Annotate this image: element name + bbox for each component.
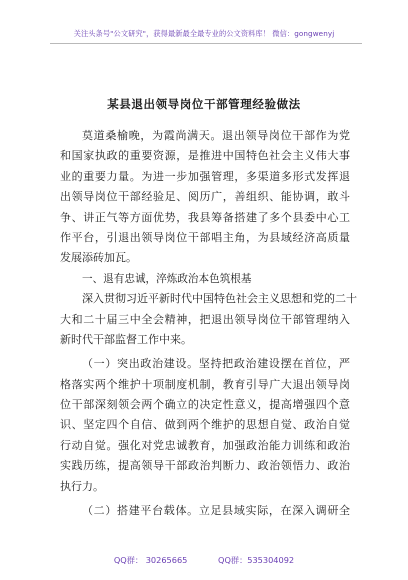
paragraph-line: 发展添砖加瓦。: [60, 251, 137, 265]
paragraph-line: 执行力。: [60, 479, 104, 493]
paragraph-line: 新时代干部监督工作中来。: [60, 332, 192, 346]
document-body: [60, 126, 357, 521]
footer-qq-group-2: QQ群：535304092: [218, 555, 295, 565]
paragraph-line: 格落实两个维护十项制度机制，教育引导广大退出领导岗: [60, 377, 350, 391]
paragraph-line: 实践历练，提高领导干部政治判断力、政治领悟力、政治: [60, 459, 350, 473]
paragraph-line: 业的重要力量。为进一步加强管理，多渠道多形式发挥退: [60, 169, 350, 183]
paragraph-line: 出领导岗位干部经验足、阅历广，善组织、能协调，敢斗: [60, 190, 350, 204]
footer-contact: [0, 555, 408, 566]
paragraph-line: （二）搭建平台载体。立足县域实际，在深入调研全: [82, 504, 350, 518]
paragraph-line: 莫道桑榆晚，为霞尚满天。退出领导岗位干部作为党: [82, 129, 350, 142]
paragraph-line: 和国家执政的重要资源，是推进中国特色社会主义伟大事: [60, 149, 350, 163]
paragraph-line: 作平台，引退出领导岗位干部唱主角，为县域经济高质量: [60, 230, 350, 244]
section-heading: 一、退有忠诚，淬炼政治本色筑根基: [82, 272, 252, 285]
paragraph-line: （一）突出政治建设。坚持把政治建设摆在首位，严: [82, 357, 350, 371]
header-divider: [50, 43, 362, 44]
footer-qq-group-1: QQ群： 30265665: [113, 555, 188, 565]
paragraph-line: 深入贯彻习近平新时代中国特色社会主义思想和党的二十: [82, 292, 357, 306]
top-banner: 关注头条号"公文研究"，获得最新最全最专业的公文资料库！ 微信：gongwenyj: [73, 29, 335, 38]
paragraph-line: 争、讲正气等方面优势，我县筹备搭建了多个县委中心工: [60, 210, 350, 224]
paragraph-line: 大和二十届三中全会精神，把退出领导岗位干部管理纳入: [60, 312, 350, 326]
paragraph-line: 位干部深刻领会两个确立的决定性意义，提高增强四个意: [60, 398, 350, 412]
document-title: 某县退出领导岗位干部管理经验做法: [107, 97, 301, 111]
paragraph-line: 行动自觉。强化对党忠诚教育，加强政治能力训练和政治: [60, 438, 350, 452]
paragraph-line: 识、坚定四个自信、做到两个维护的思想自觉、政治自觉: [60, 418, 350, 432]
